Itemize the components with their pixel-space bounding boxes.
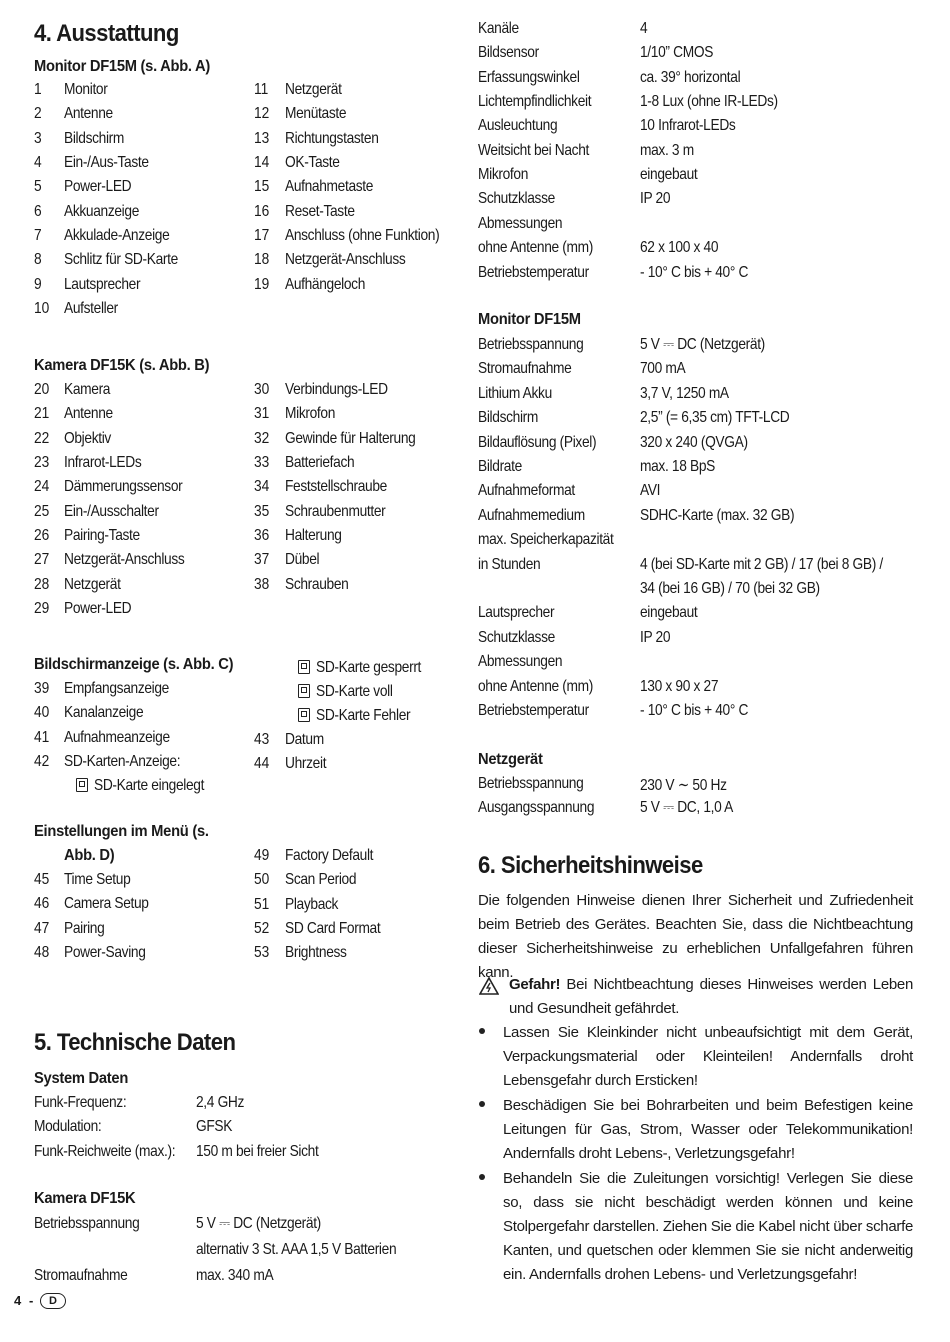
- spec-value: 2,4 GHz: [196, 1094, 245, 1111]
- bildschirm-heading: Bildschirmanzeige (s. Abb. C): [34, 656, 234, 673]
- item-label: Aufhängeloch: [285, 275, 366, 293]
- monitor-heading: Monitor DF15M (s. Abb. A): [34, 58, 211, 75]
- spec-value: - 10° C bis + 40° C: [640, 263, 749, 281]
- spec-key: Betriebstemperatur: [478, 263, 589, 281]
- item-number: 26: [34, 527, 50, 545]
- spec-key: Weitsicht bei Nacht: [478, 141, 589, 159]
- item-number: 5: [34, 178, 42, 196]
- sd-error-icon: [298, 708, 310, 722]
- item-label: Netzgerät-Anschluss: [64, 551, 185, 569]
- spec-value: 3,7 V, 1250 mA: [640, 384, 729, 402]
- spec-key: Aufnahmemedium: [478, 506, 585, 524]
- item-label: Antenne: [64, 105, 113, 123]
- bullet-dot: [479, 1028, 485, 1034]
- spec-key: Lithium Akku: [478, 384, 552, 402]
- sd-locked-icon: [298, 660, 310, 674]
- spec-key: Modulation:: [34, 1118, 102, 1136]
- item-label: Mikrofon: [285, 405, 336, 423]
- item-number: 13: [254, 129, 270, 147]
- spec-key: Betriebstemperatur: [478, 702, 589, 719]
- item-number: 15: [254, 178, 270, 196]
- spec-value: AVI: [640, 482, 661, 500]
- item-number: 24: [34, 478, 50, 496]
- spec-value: 62 x 100 x 40: [640, 239, 719, 257]
- item-label: Kamera: [64, 381, 111, 398]
- spec-value: 5 V ⎓ DC (Netzgerät): [640, 336, 765, 353]
- item-label: Lautsprecher: [64, 275, 141, 293]
- item-label: Menütaste: [285, 105, 347, 123]
- spec-key: Bildsensor: [478, 44, 539, 62]
- item-label: Monitor: [64, 81, 108, 98]
- item-label: Netzgerät: [285, 81, 342, 98]
- item-number: 8: [34, 251, 42, 269]
- item-number: 46: [34, 895, 50, 913]
- spec-key: Aufnahmeformat: [478, 482, 575, 500]
- page-dash: -: [29, 1293, 34, 1308]
- item-label: Antenne: [64, 405, 113, 423]
- sd-full-icon: [298, 684, 310, 698]
- item-number: 21: [34, 405, 50, 423]
- item-label: Uhrzeit: [285, 755, 327, 773]
- item-label: Aufnahmeanzeige: [64, 728, 170, 746]
- spec-value: 230 V ∼ 50 Hz: [640, 777, 727, 794]
- item-number: 52: [254, 920, 270, 938]
- spec-value: IP 20: [640, 628, 671, 646]
- spec-key: ohne Antenne (mm): [478, 239, 594, 257]
- item-label: Kanalanzeige: [64, 704, 144, 722]
- item-number: 9: [34, 275, 42, 293]
- item-label: Richtungstasten: [285, 129, 379, 147]
- safety-intro: Die folgenden Hinweise dienen Ihrer Sicherheit und Zufriedenheit beim Betrieb des Gerätes. Beachten Sie, dass die Nichtbeachtung dieser Sicherheitshinweise zu erheblichen Unfallgefahren führen kann.: [478, 892, 913, 981]
- spec-value: - 10° C bis + 40° C: [640, 702, 749, 719]
- item-number: 14: [254, 154, 270, 172]
- spec-key: Mikrofon: [478, 166, 529, 184]
- spec-key: Ausgangsspannung: [478, 799, 595, 817]
- spec-key: Lichtempfindlichkeit: [478, 93, 592, 111]
- item-label: Power-LED: [64, 600, 132, 618]
- item-number: 42: [34, 753, 50, 771]
- spec-key: Funk-Frequenz:: [34, 1094, 127, 1111]
- netz-heading: Netzgerät: [478, 751, 543, 768]
- spec-key: max. Speicherkapazität: [478, 531, 614, 549]
- spec-value: 2,5” (= 6,35 cm) TFT-LCD: [640, 409, 790, 427]
- sd-locked-label: SD-Karte gesperrt: [316, 659, 422, 676]
- spec-key: Stromaufnahme: [478, 360, 572, 378]
- item-number: 44: [254, 755, 270, 773]
- item-label: Factory Default: [285, 847, 374, 864]
- spec-key: Betriebsspannung: [478, 775, 584, 792]
- safety-bullet-3: Behandeln Sie die Zuleitungen vorsichtig! Verlegen Sie diese so, dass sie nicht beschädigt werden können und keine Stolpergefahr darstellen. Ziehen Sie die Kabel nicht über scharfe Kanten, und quetschen oder klemmen Sie sie nicht anderweitig ein. Andernfalls drohen Lebens- und Verletzungsgefahr!: [503, 1170, 913, 1283]
- item-number: 7: [34, 227, 42, 245]
- item-number: 19: [254, 275, 270, 293]
- item-number: 27: [34, 551, 50, 569]
- danger-text: Bei Nichtbeachtung dieses Hinweises werden Leben und Gesundheit gefährdet.: [509, 976, 913, 1017]
- item-label: Playback: [285, 895, 339, 913]
- spec-value: IP 20: [640, 190, 671, 208]
- item-number: 20: [34, 381, 50, 398]
- sd-inserted-icon: [76, 778, 88, 792]
- spec-value: 5 V ⎓ DC, 1,0 A: [640, 799, 734, 817]
- item-label: Brightness: [285, 944, 347, 962]
- item-number: 1: [34, 81, 42, 98]
- sd-error-label: SD-Karte Fehler: [316, 707, 411, 724]
- kamera-spec-heading: Kamera DF15K: [34, 1190, 136, 1207]
- item-label: Feststellschraube: [285, 478, 387, 496]
- item-number: 35: [254, 502, 270, 520]
- item-number: 43: [254, 731, 270, 748]
- spec-value: ca. 39° horizontal: [640, 68, 741, 86]
- spec-value: alternativ 3 St. AAA 1,5 V Batterien: [196, 1241, 397, 1258]
- page-number: 4: [14, 1293, 22, 1308]
- bullet-dot: [479, 1101, 485, 1107]
- spec-value: 320 x 240 (QVGA): [640, 433, 748, 451]
- system-heading: System Daten: [34, 1070, 129, 1087]
- language-badge: D: [40, 1293, 66, 1309]
- spec-value: 700 mA: [640, 360, 686, 378]
- item-label: Aufnahmetaste: [285, 178, 374, 196]
- spec-key: Bildrate: [478, 458, 522, 475]
- item-label: Akkulade-Anzeige: [64, 227, 170, 245]
- spec-value: 1-8 Lux (ohne IR-LEDs): [640, 93, 778, 111]
- item-number: 32: [254, 429, 270, 447]
- item-number: 11: [254, 81, 269, 98]
- spec-value: max. 3 m: [640, 141, 694, 159]
- item-number: 6: [34, 202, 42, 220]
- item-label: Infrarot-LEDs: [64, 454, 142, 472]
- item-label: Schraubenmutter: [285, 502, 386, 520]
- safety-bullet-1: Lassen Sie Kleinkinder nicht unbeaufsichtigt mit dem Gerät, Verpackungsmaterial oder Kleinteilen! Andernfalls droht Lebensgefahr durch Ersticken!: [503, 1024, 913, 1089]
- kamera-heading: Kamera DF15K (s. Abb. B): [34, 357, 210, 374]
- spec-key: Schutzklasse: [478, 190, 555, 208]
- spec-key: Schutzklasse: [478, 628, 555, 646]
- item-number: 47: [34, 919, 50, 937]
- spec-value: SDHC-Karte (max. 32 GB): [640, 506, 795, 524]
- item-label: Reset-Taste: [285, 202, 355, 220]
- item-number: 50: [254, 871, 270, 889]
- item-number: 41: [34, 728, 50, 746]
- danger-label: Gefahr!: [509, 976, 561, 993]
- spec-key: in Stunden: [478, 555, 541, 573]
- item-number: 18: [254, 251, 270, 269]
- item-label: SD Card Format: [285, 920, 381, 938]
- item-label: SD-Karten-Anzeige:: [64, 753, 181, 771]
- item-number: 38: [254, 575, 270, 593]
- spec-value: 4: [640, 20, 648, 37]
- spec-key: Abmessungen: [478, 653, 563, 671]
- item-number: 29: [34, 600, 50, 618]
- warning-triangle-icon: [479, 976, 499, 996]
- spec-key: Ausleuchtung: [478, 117, 558, 135]
- item-label: Gewinde für Halterung: [285, 429, 416, 447]
- item-label: Pairing-Taste: [64, 527, 140, 545]
- item-number: 40: [34, 704, 50, 722]
- spec-key: Betriebsspannung: [478, 336, 584, 353]
- section-4-title: 4. Ausstattung: [34, 20, 179, 47]
- item-number: 53: [254, 944, 270, 962]
- menu-heading-line1: Einstellungen im Menü (s.: [34, 823, 209, 840]
- item-label: Power-LED: [64, 178, 132, 196]
- item-label: Empfangsanzeige: [64, 680, 170, 697]
- item-number: 12: [254, 105, 270, 123]
- spec-value: eingebaut: [640, 166, 698, 184]
- spec-value: 4 (bei SD-Karte mit 2 GB) / 17 (bei 8 GB) /: [640, 555, 883, 573]
- item-label: Netzgerät: [64, 575, 121, 593]
- item-label: Schlitz für SD-Karte: [64, 251, 178, 269]
- item-number: 37: [254, 551, 270, 569]
- spec-value: eingebaut: [640, 604, 698, 622]
- spec-value: max. 340 mA: [196, 1267, 274, 1284]
- section-5-title: 5. Technische Daten: [34, 1029, 236, 1056]
- sd-inserted-label: SD-Karte eingelegt: [94, 777, 205, 794]
- item-label: Dübel: [285, 551, 320, 569]
- item-number: 10: [34, 300, 50, 318]
- spec-key: Abmessungen: [478, 214, 563, 232]
- item-label: Camera Setup: [64, 895, 149, 913]
- item-label: Dämmerungssensor: [64, 478, 183, 496]
- item-label: Akkuanzeige: [64, 202, 140, 220]
- item-label: Time Setup: [64, 871, 131, 888]
- item-number: 39: [34, 680, 50, 697]
- safety-bullet-2: Beschädigen Sie bei Bohrarbeiten und beim Befestigen keine Leitungen für Gas, Strom, Wasser oder Telekommunikation! Andernfalls droht Lebens-, Verletzungsgefahr!: [503, 1097, 913, 1162]
- item-number: 16: [254, 202, 270, 220]
- spec-value: 5 V ⎓ DC (Netzgerät): [196, 1215, 321, 1232]
- item-label: Batteriefach: [285, 454, 355, 472]
- item-label: Verbindungs-LED: [285, 381, 388, 398]
- item-label: Anschluss (ohne Funktion): [285, 227, 440, 245]
- item-label: Ein-/Aus-Taste: [64, 154, 149, 172]
- item-number: 28: [34, 575, 50, 593]
- monitor-spec-heading: Monitor DF15M: [478, 311, 581, 328]
- spec-value: 10 Infrarot-LEDs: [640, 117, 736, 135]
- item-label: OK-Taste: [285, 154, 340, 172]
- item-number: 2: [34, 105, 42, 123]
- item-number: 45: [34, 871, 50, 888]
- item-label: Objektiv: [64, 429, 111, 447]
- item-number: 48: [34, 944, 50, 962]
- spec-key: Erfassungswinkel: [478, 68, 580, 86]
- item-label: Bildschirm: [64, 129, 125, 147]
- item-label: Aufsteller: [64, 300, 118, 318]
- item-number: 4: [34, 154, 42, 172]
- item-label: Netzgerät-Anschluss: [285, 251, 406, 269]
- item-number: 49: [254, 847, 270, 864]
- danger-note: [509, 973, 913, 1021]
- spec-value: 1/10” CMOS: [640, 44, 714, 62]
- spec-key: ohne Antenne (mm): [478, 677, 594, 695]
- item-number: 34: [254, 478, 270, 496]
- spec-key: Bildschirm: [478, 409, 539, 427]
- item-label: Ein-/Ausschalter: [64, 502, 159, 520]
- item-number: 17: [254, 227, 270, 245]
- spec-value: 34 (bei 16 GB) / 70 (bei 32 GB): [640, 580, 820, 597]
- item-number: 23: [34, 454, 50, 472]
- spec-value: 130 x 90 x 27: [640, 677, 719, 695]
- spec-value: 150 m bei freier Sicht: [196, 1142, 319, 1160]
- menu-heading-line2: Abb. D): [64, 847, 115, 864]
- item-number: 33: [254, 454, 270, 472]
- spec-value: max. 18 BpS: [640, 458, 715, 475]
- spec-value: GFSK: [196, 1118, 233, 1136]
- item-number: 25: [34, 502, 50, 520]
- item-label: Datum: [285, 731, 324, 748]
- spec-key: Funk-Reichweite (max.):: [34, 1142, 176, 1160]
- sd-full-label: SD-Karte voll: [316, 683, 393, 700]
- spec-key: Lautsprecher: [478, 604, 555, 622]
- spec-key: Bildauflösung (Pixel): [478, 433, 597, 451]
- item-number: 3: [34, 129, 42, 147]
- item-label: Halterung: [285, 527, 342, 545]
- spec-key: Stromaufnahme: [34, 1267, 128, 1284]
- item-number: 30: [254, 381, 270, 398]
- bullet-dot: [479, 1174, 485, 1180]
- spec-key: Kanäle: [478, 20, 519, 37]
- section-6-title: 6. Sicherheitshinweise: [478, 852, 703, 879]
- item-number: 31: [254, 405, 270, 423]
- item-number: 36: [254, 527, 270, 545]
- item-label: Schrauben: [285, 575, 349, 593]
- spec-key: Betriebsspannung: [34, 1215, 140, 1232]
- item-label: Power-Saving: [64, 944, 146, 962]
- item-number: 22: [34, 429, 50, 447]
- item-label: Scan Period: [285, 871, 357, 889]
- item-number: 51: [254, 895, 270, 913]
- item-label: Pairing: [64, 919, 105, 937]
